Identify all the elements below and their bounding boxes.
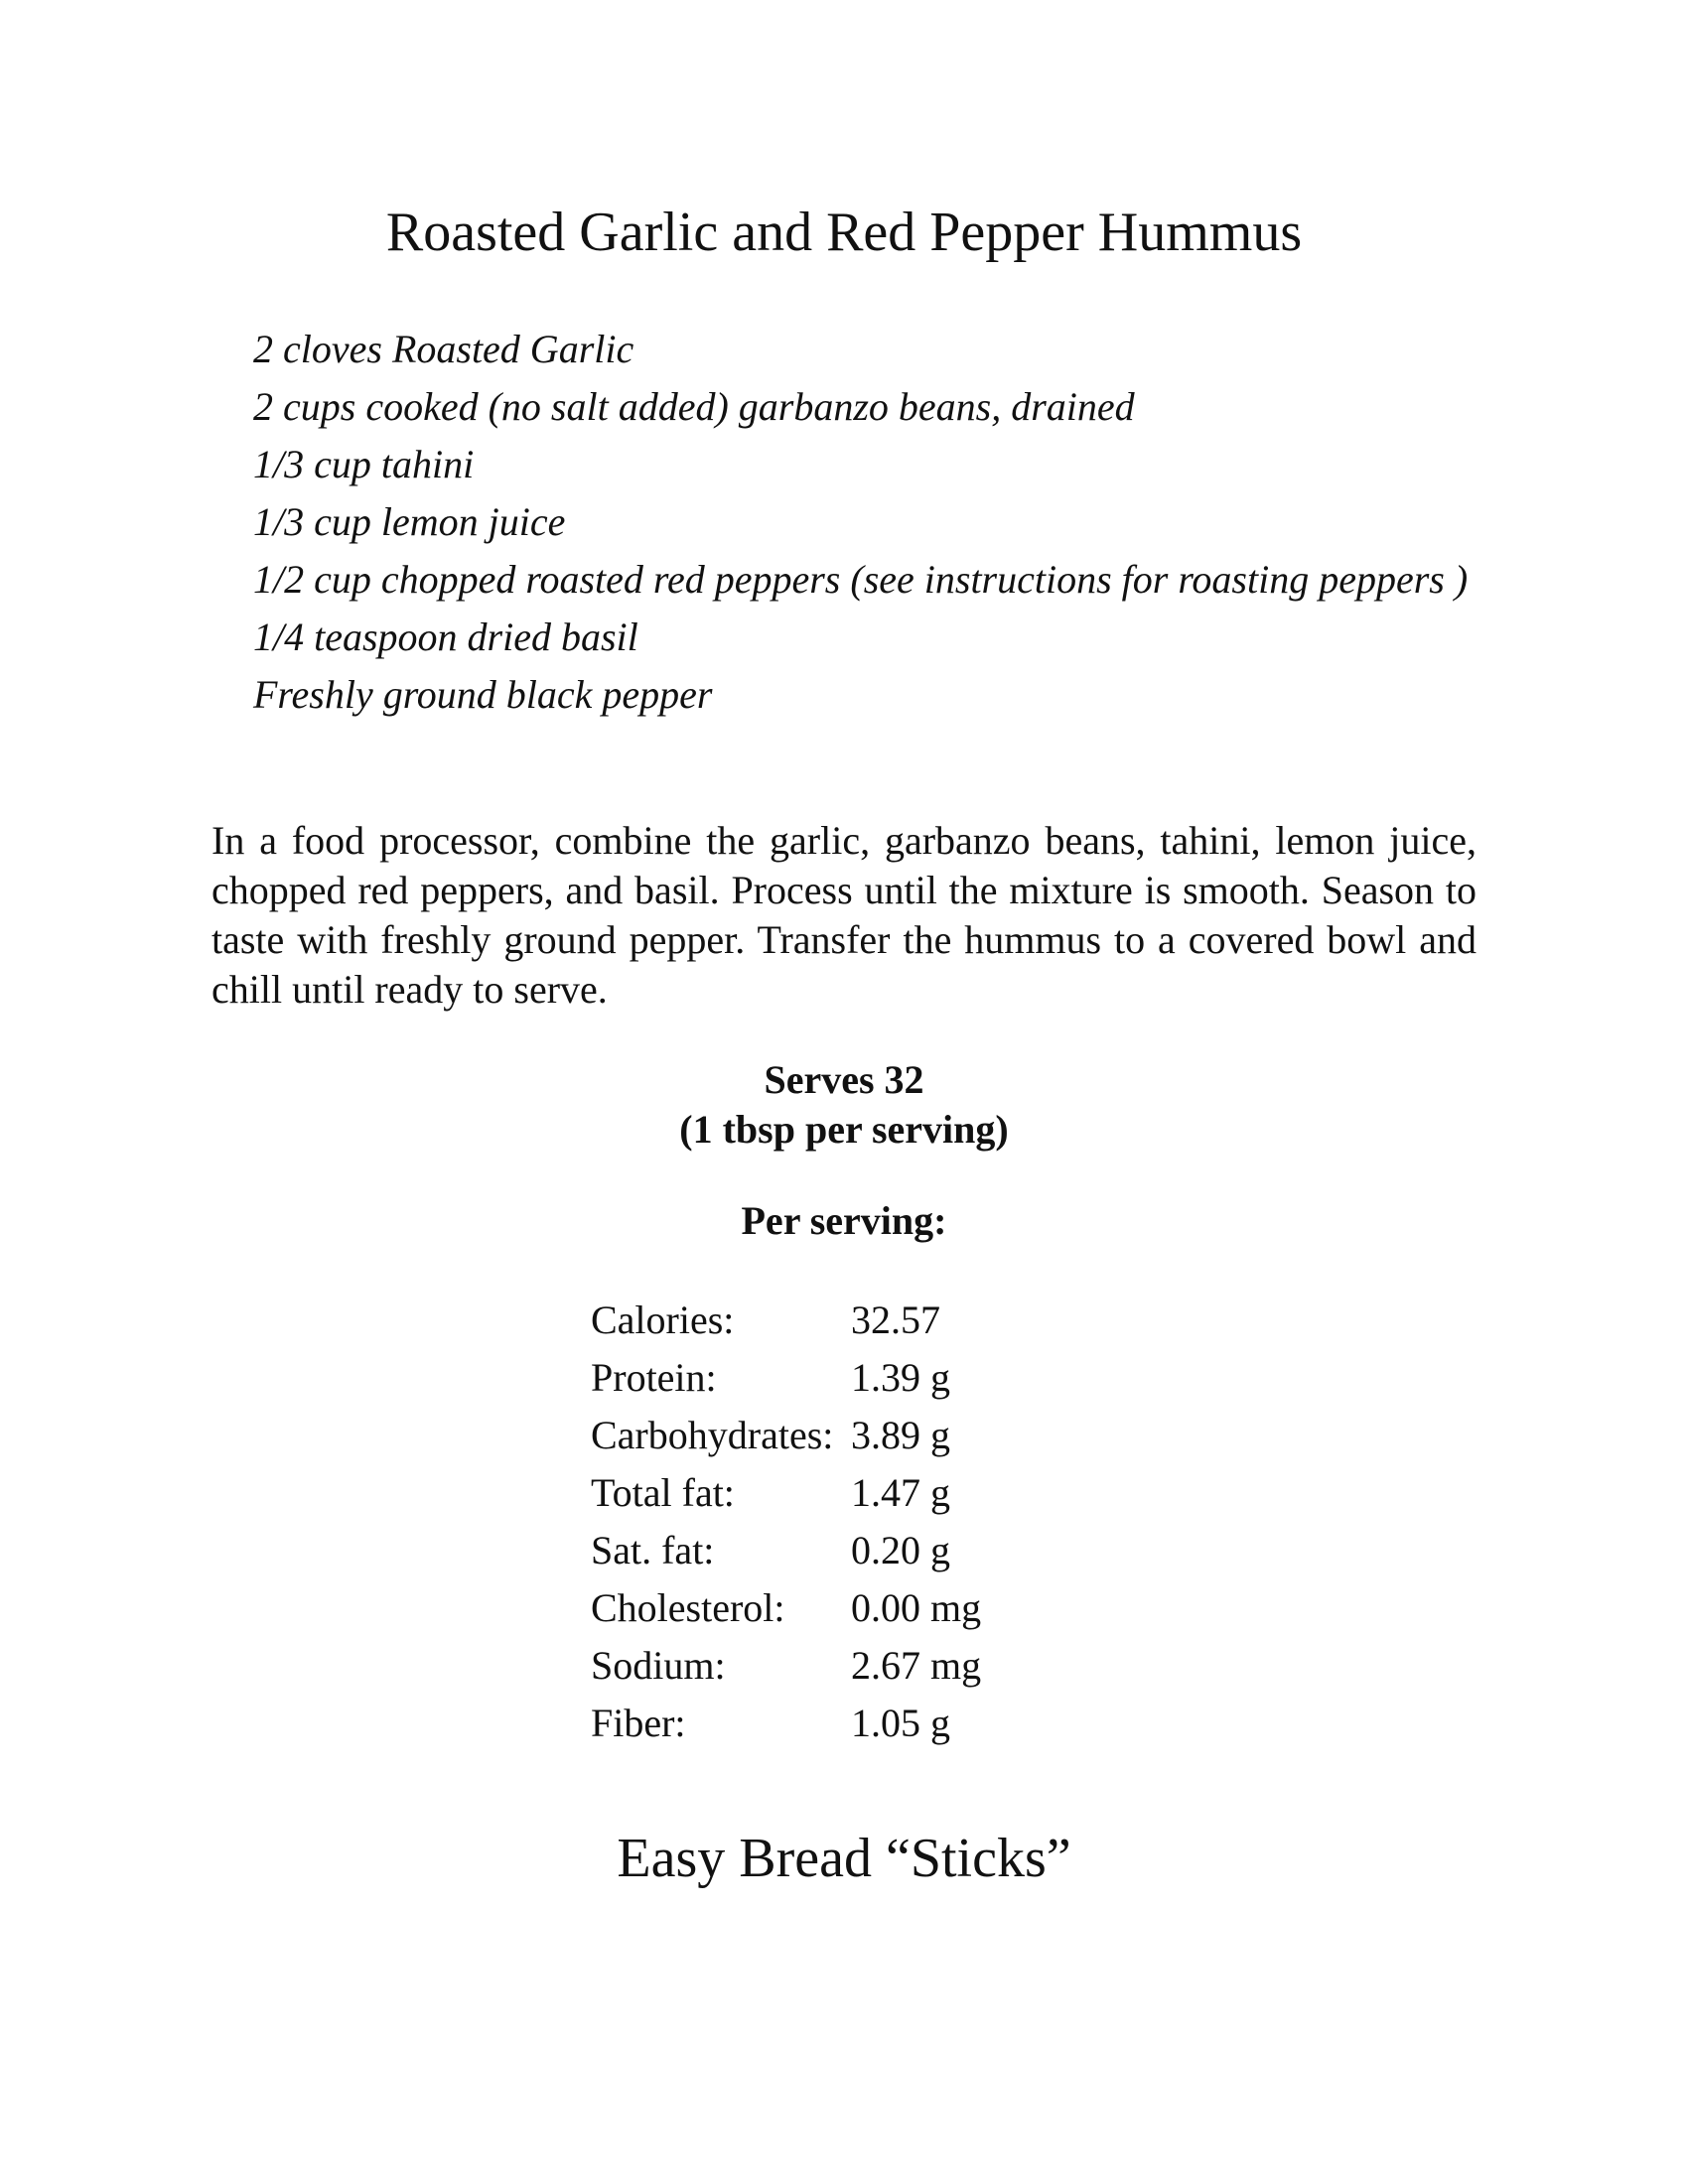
nutrition-label: Sat. fat: — [591, 1527, 715, 1572]
recipe-title: Roasted Garlic and Red Pepper Hummus — [385, 202, 1303, 263]
ingredient-item: 1/2 cup chopped roasted red peppers (see instructions for roasting peppers ) — [253, 557, 1469, 602]
ingredient-list — [253, 325, 1477, 728]
serving-size: (1 tbsp per serving) — [679, 1107, 1009, 1152]
nutrition-value: 1.05 g — [851, 1700, 950, 1745]
per-serving-heading: Per serving: — [741, 1198, 947, 1243]
nutrition-label: Total fat: — [591, 1469, 735, 1515]
nutrition-row — [591, 1348, 981, 1406]
nutrition-row — [591, 1694, 981, 1751]
nutrition-value: 2.67 mg — [851, 1642, 982, 1688]
nutrition-row — [591, 1521, 981, 1578]
nutrition-row — [591, 1463, 981, 1521]
nutrition-label: Cholesterol: — [591, 1584, 785, 1630]
nutrition-value: 0.20 g — [851, 1527, 950, 1572]
serves-count: Serves 32 — [764, 1057, 924, 1102]
instructions-paragraph: In a food processor, combine the garlic, garbanzo beans, tahini, lemon juice, chopped red peppers, and basil. Process until the mixture is smooth. Season to taste with freshly ground pepper. Transfer the hummus to a covered bowl and chill until ready to serve. — [211, 818, 1477, 1012]
nutrition-label: Calories: — [591, 1297, 735, 1342]
nutrition-label: Protein: — [591, 1354, 717, 1400]
nutrition-row — [591, 1578, 981, 1636]
nutrition-table — [591, 1291, 981, 1751]
nutrition-value: 32.57 — [851, 1297, 940, 1342]
nutrition-label: Sodium: — [591, 1642, 726, 1688]
nutrition-row — [591, 1406, 981, 1463]
ingredient-item: 1/4 teaspoon dried basil — [253, 614, 638, 659]
nutrition-value: 0.00 mg — [851, 1584, 982, 1630]
nutrition-value: 1.39 g — [851, 1354, 950, 1400]
ingredient-item: 2 cups cooked (no salt added) garbanzo beans, drained — [253, 384, 1135, 429]
nutrition-value: 3.89 g — [851, 1412, 950, 1457]
ingredient-item: 1/3 cup lemon juice — [253, 499, 566, 544]
nutrition-label: Carbohydrates: — [591, 1412, 834, 1457]
ingredient-item: Freshly ground black pepper — [253, 672, 713, 717]
nutrition-row — [591, 1636, 981, 1694]
nutrition-label: Fiber: — [591, 1700, 686, 1745]
ingredient-item: 2 cloves Roasted Garlic — [253, 327, 634, 371]
ingredient-item: 1/3 cup tahini — [253, 442, 475, 486]
next-recipe-title: Easy Bread “Sticks” — [617, 1828, 1071, 1889]
nutrition-row — [591, 1291, 981, 1348]
nutrition-value: 1.47 g — [851, 1469, 950, 1515]
